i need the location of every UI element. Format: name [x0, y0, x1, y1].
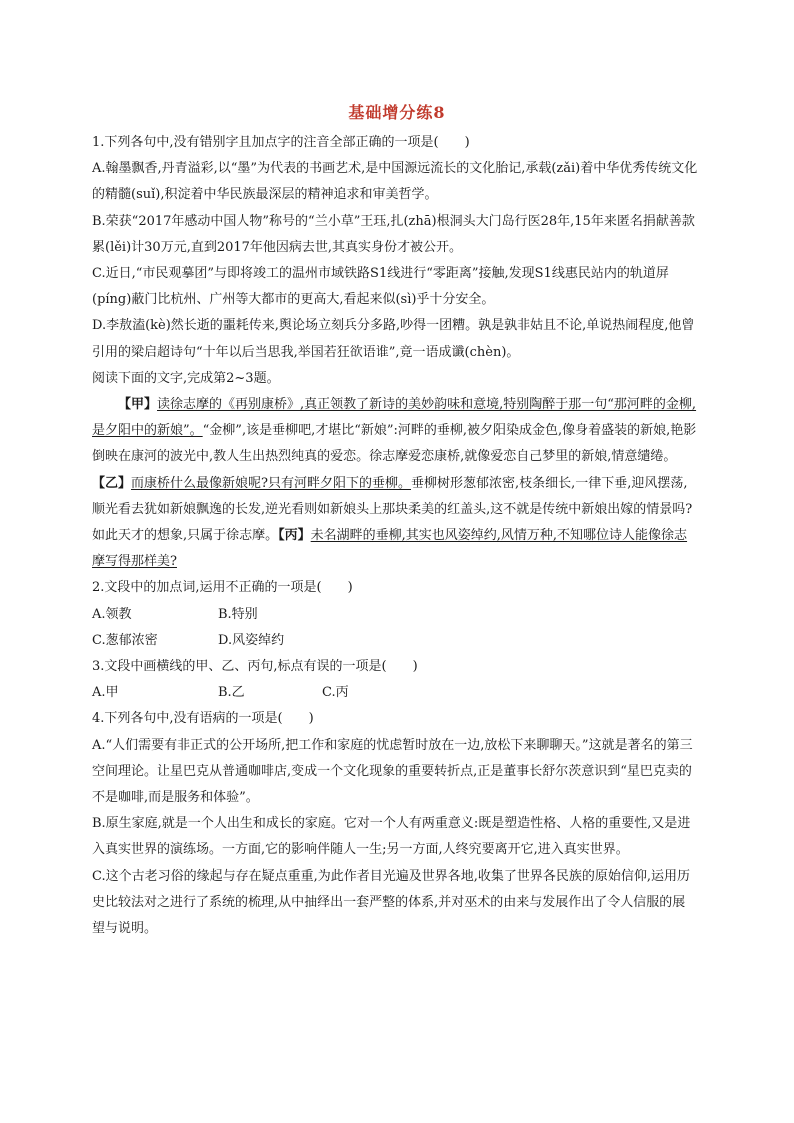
question-3-option-b: B.乙 [218, 685, 245, 701]
question-2-stem: 2.文段中的加点词,运用不正确的一项是( ) [92, 580, 353, 596]
passage-tag-a: 【甲】 [118, 397, 158, 413]
question-2-options-row-2 [92, 628, 698, 654]
passage-text-1: “金柳”,该是垂柳吧,才堪比“新娘”:河畔的垂柳,被夕阳染成金色,像身着盛装的新娘,艳影倒映在康河的波光中,教人生出热烈纯真的爱恋。徐志摩爱恋康桥,就像爱恋自己梦里的新娘,情意缱绻。 [92, 423, 697, 465]
passage-sentence-a: 读徐志摩的《再别康桥》,真正领教了新诗的美妙韵味和意境,特别陶醉于那一句“那河畔的金柳,是夕阳中的新娘”。 [92, 397, 697, 439]
question-2-option-a: A.领教 [92, 606, 132, 622]
question-1-option-b: B.荣获“2017年感动中国人物”称号的“兰小草”王珏,扎(zhā)根洞头大门岛行医28年,15年来匿名捐献善款累(lěi)计30万元,直到2017年他因病去世,其真实身份才被公开。 [92, 213, 695, 255]
question-3-options-row [92, 680, 698, 706]
question-3-stem: 3.文段中画横线的甲、乙、丙句,标点有误的一项是( ) [92, 659, 418, 675]
page-title: 基础增分练8 [348, 103, 446, 122]
question-4-option-a: A.“人们需要有非正式的公开场所,把工作和家庭的忧虑暂时放在一边,放松下来聊聊天。”这就是著名的第三空间理论。让星巴克从普通咖啡店,变成一个文化现象的重要转折点,正是董事长舒尔茨意识到“星巴克卖的不是咖啡,而是服务和体验”。 [92, 737, 693, 806]
question-3-option-c: C.丙 [322, 685, 349, 701]
question-1-option-d: D.李敖溘(kè)然长逝的噩耗传来,舆论场立刻兵分多路,吵得一团糟。孰是孰非姑且不论,单说热闹程度,他曾引用的梁启超诗句“十年以后当思我,举国若狂欲语谁”,竟一语成谶(chèn)。 [92, 318, 695, 360]
question-2-option-c: C.葱郁浓密 [92, 632, 158, 648]
document-body [92, 130, 698, 942]
reading-instruction: 阅读下面的文字,完成第2~3题。 [92, 370, 280, 386]
passage-tag-c: 【丙】 [278, 528, 311, 544]
question-1-option-c: C.近日,“市民观摹团”与即将竣工的温州市域铁路S1线进行“零距离”接触,发现S1线惠民站内的轨道屏(píng)蔽门比杭州、广州等大都市的更高大,看起来似(sì)乎十分安全。 [92, 266, 669, 308]
question-4-option-b: B.原生家庭,就是一个人出生和成长的家庭。它对一个人有两重意义:既是塑造性格、人格的重要性,又是进入真实世界的演练场。一方面,它的影响伴随人一生;另一方面,人终究要离开它,进入真实世界。 [92, 816, 691, 858]
passage-sentence-b: 而康桥什么最像新娘呢?只有河畔夕阳下的垂柳。 [131, 475, 411, 491]
passage-sentence-c: 未名湖畔的垂柳,其实也风姿绰约,风情万种,不知哪位诗人能像徐志摩写得那样美? [92, 528, 688, 570]
passage-text-2: 垂柳树形葱郁浓密,枝条细长,一律下垂,迎风摆荡,顺光看去犹如新娘飘逸的长发,逆光看则如新娘头上那块柔美的红盖头,这不就是传统中新娘出嫁的情景吗?如此天才的想象,只属于徐志摩。 [92, 475, 693, 544]
question-1-stem: 1.下列各句中,没有错别字且加点字的注音全部正确的一项是( ) [92, 135, 470, 150]
question-3-option-a: A.甲 [92, 685, 119, 701]
question-2-option-d: D.风姿绰约 [218, 632, 285, 648]
reading-passage [92, 392, 698, 575]
question-2-option-b: B.特别 [218, 606, 258, 622]
passage-tag-b: 【乙】 [92, 475, 132, 491]
question-1-option-a: A.翰墨飘香,丹青溢彩,以“墨”为代表的书画艺术,是中国源远流长的文化胎记,承载(zǎi)着中华优秀传统文化的精髓(suǐ),积淀着中华民族最深层的精神追求和审美哲学。 [92, 161, 698, 203]
question-4-stem: 4.下列各句中,没有语病的一项是( ) [92, 711, 314, 727]
question-2-options-row-1 [92, 602, 698, 628]
question-4-option-c: C.这个古老习俗的缘起与存在疑点重重,为此作者目光遍及世界各地,收集了世界各民族的原始信仰,运用历史比较法对之进行了系统的梳理,从中抽绎出一套严整的体系,并对巫术的由来与发展作出了令人信服的展望与说明。 [92, 868, 691, 937]
